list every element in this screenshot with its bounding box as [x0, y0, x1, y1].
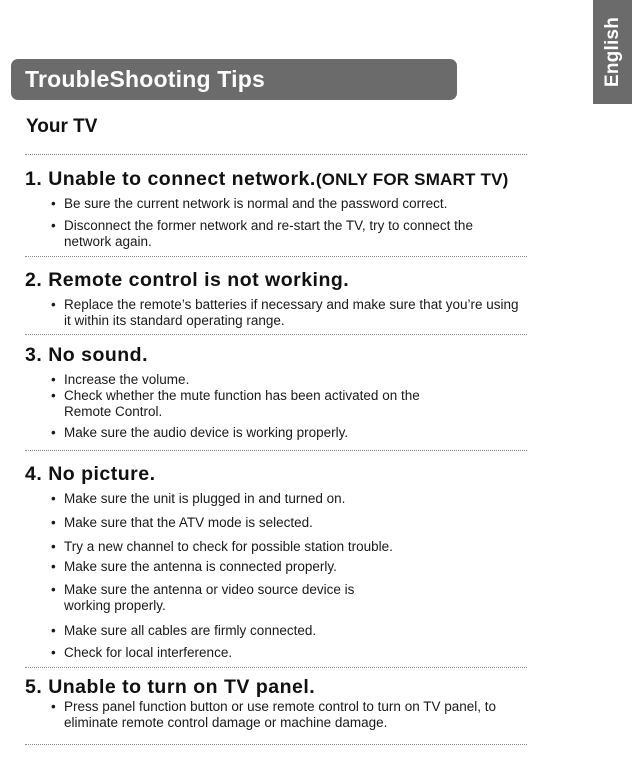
divider: [25, 450, 527, 451]
list-item: • Make sure all cables are firmly connected.: [51, 623, 317, 638]
section-number: 3.: [25, 344, 43, 366]
section-heading-panel: [25, 676, 315, 699]
section-number: 1.: [25, 168, 43, 190]
section-note: (ONLY FOR SMART TV): [315, 170, 509, 189]
page-title-banner: [11, 59, 457, 100]
list-item: • Press panel function button or use remote control to turn on TV panel, to eliminate remote control damage or machine damage.: [51, 699, 497, 730]
page-title: TroubleShooting Tips: [25, 66, 265, 92]
list-item: • Be sure the current network is normal and the password correct.: [51, 196, 448, 211]
section-heading-remote: [25, 269, 349, 292]
list-item: • Make sure the unit is plugged in and turned on.: [51, 491, 346, 506]
section-title: Unable to turn on TV panel.: [48, 676, 316, 698]
section-heading-picture: [25, 463, 156, 486]
section-heading-network: [25, 168, 509, 191]
list-item: • Check for local interference.: [51, 645, 233, 660]
divider: [25, 256, 527, 257]
divider: [25, 744, 527, 745]
section-number: 5.: [25, 676, 43, 698]
section-number: 4.: [25, 463, 43, 485]
language-tab: [593, 0, 632, 104]
list-item: • Check whether the mute function has been activated on the Remote Control.: [51, 388, 420, 419]
section-number: 2.: [25, 269, 43, 291]
list-item: • Make sure the antenna is connected properly.: [51, 559, 337, 574]
section-title: No sound.: [48, 344, 149, 366]
list-item: • Try a new channel to check for possible station trouble.: [51, 539, 393, 554]
section-title: No picture.: [48, 463, 156, 485]
section-subtitle: Your TV: [26, 116, 98, 137]
list-item: • Make sure the audio device is working properly.: [51, 425, 349, 440]
list-item: • Make sure the antenna or video source device is working properly.: [51, 582, 355, 613]
section-title: Unable to connect network.: [48, 168, 316, 190]
section-title: Remote control is not working.: [48, 269, 350, 291]
list-item: • Replace the remote’s batteries if necessary and make sure that you’re using it within its standard operating range.: [51, 297, 519, 328]
list-item: • Increase the volume.: [51, 372, 190, 387]
divider: [25, 154, 527, 155]
list-item: • Make sure that the ATV mode is selected.: [51, 515, 313, 530]
language-label: English: [601, 16, 623, 88]
divider: [25, 667, 527, 668]
list-item: • Disconnect the former network and re-start the TV, try to connect the network again.: [51, 218, 473, 249]
section-heading-sound: [25, 344, 148, 367]
divider: [25, 334, 527, 335]
